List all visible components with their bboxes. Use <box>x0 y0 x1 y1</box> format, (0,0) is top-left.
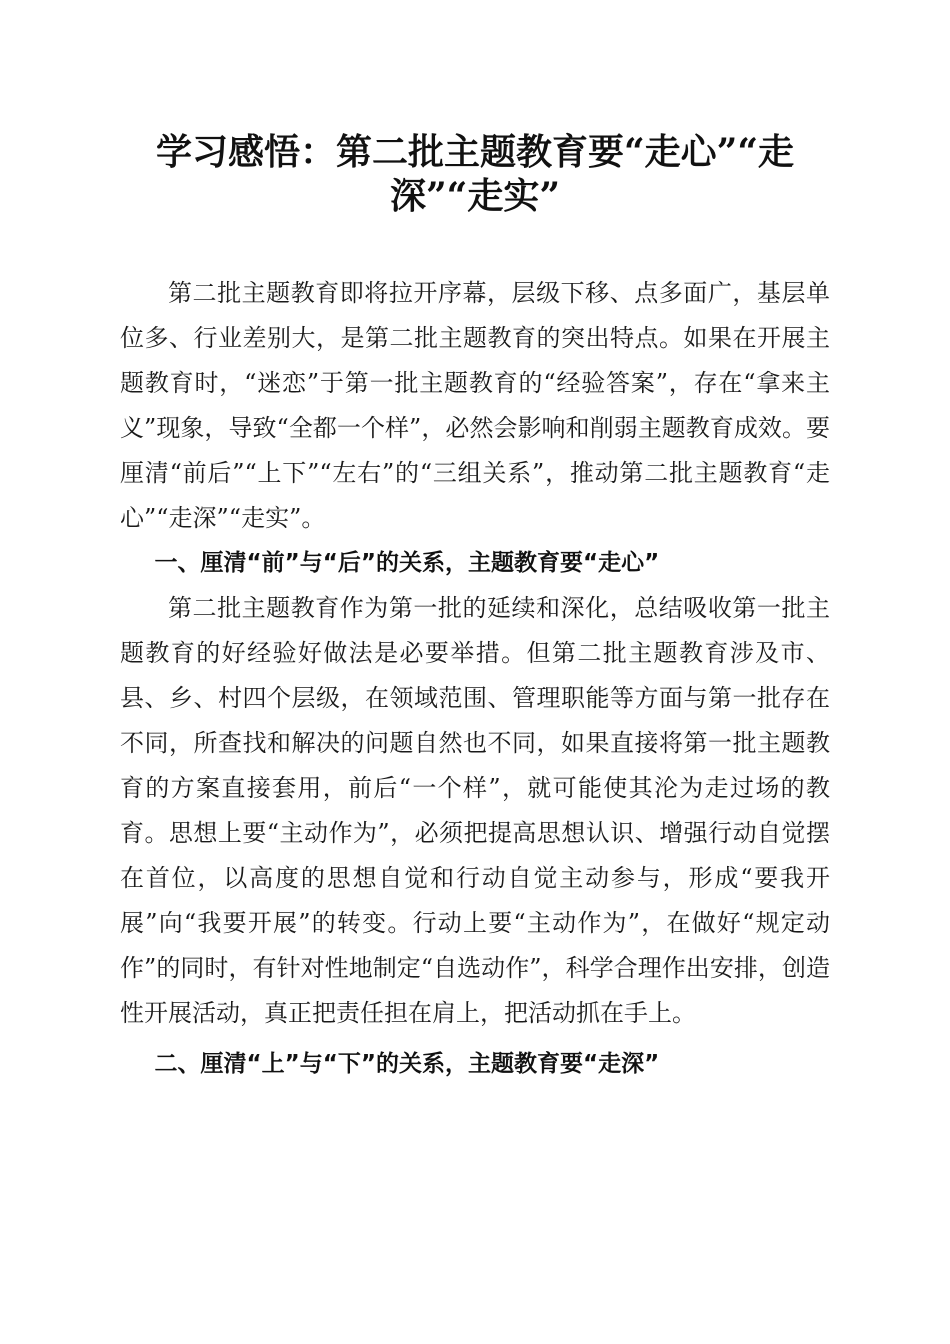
document-title: 学习感悟：第二批主题教育要“走心”“走深”“走实” <box>155 131 795 217</box>
document-body <box>120 271 830 1087</box>
section-1-paragraph: 第二批主题教育作为第一批的延续和深化，总结吸收第一批主题教育的好经验好做法是必要举措。但第二批主题教育涉及市、县、乡、村四个层级，在领域范围、管理职能等方面与第一批存在不同，所查找和解决的问题自然也不同，如果直接将第一批主题教育的方案直接套用，前后“一个样”，就可能使其沦为走过场的教育。思想上要“主动作为”，必须把提高思想认识、增强行动自觉摆在首位，以高度的思想自觉和行动自觉主动参与，形成“要我开展”向“我要开展”的转变。行动上要“主动作为”，在做好“规定动作”的同时，有针对性地制定“自选动作”，科学合理作出安排，创造性开展活动，真正把责任担在肩上，把活动抓在手上。 <box>120 594 830 1027</box>
section-heading-1: 一、厘清“前”与“后”的关系，主题教育要“走心” <box>154 550 660 576</box>
section-heading-2: 二、厘清“上”与“下”的关系，主题教育要“走深” <box>154 1051 660 1077</box>
intro-paragraph: 第二批主题教育即将拉开序幕，层级下移、点多面广，基层单位多、行业差别大，是第二批主题教育的突出特点。如果在开展主题教育时，“迷恋”于第一批主题教育的“经验答案”，存在“拿来主义”现象，导致“全都一个样”，必然会影响和削弱主题教育成效。要厘清“前后”“上下”“左右”的“三组关系”，推动第二批主题教育“走心”“走深”“走实”。 <box>120 279 830 532</box>
